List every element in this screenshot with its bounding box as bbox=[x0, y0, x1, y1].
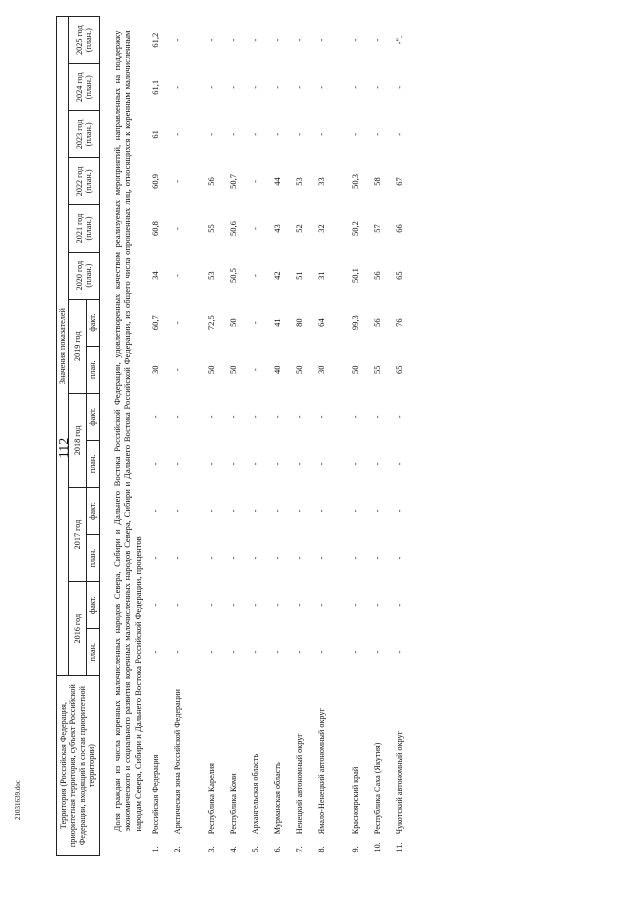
value-cell: - bbox=[150, 556, 161, 560]
value-cell: - bbox=[316, 603, 327, 607]
table-row bbox=[247, 17, 269, 856]
value-cell: - bbox=[350, 415, 361, 419]
value-cell: 67 bbox=[394, 177, 405, 186]
value-cell: - bbox=[294, 132, 305, 136]
fact-subheader: факт. bbox=[87, 299, 99, 346]
fact-subheader: факт. bbox=[87, 487, 99, 534]
value-cell: - bbox=[372, 462, 383, 466]
year-2021-header: 2021 год (план.) bbox=[69, 205, 99, 252]
value-cell: - bbox=[206, 509, 217, 513]
value-cell: - bbox=[272, 415, 283, 419]
value-cell: 57 bbox=[372, 224, 383, 233]
value-cell: - bbox=[250, 227, 261, 230]
value-cell: - bbox=[150, 509, 161, 513]
rotated-page bbox=[56, 16, 612, 856]
value-cell: - bbox=[172, 274, 183, 278]
row-number: 7. bbox=[295, 846, 305, 853]
value-cell: - bbox=[294, 415, 305, 419]
territory-name: Республика Саха (Якутия) bbox=[373, 742, 383, 835]
value-cell: 31 bbox=[316, 271, 327, 280]
value-cell: - bbox=[272, 38, 283, 42]
value-cell: - bbox=[172, 227, 183, 230]
year-2016-header: 2016 год bbox=[69, 582, 87, 676]
value-cell: 50,2 bbox=[350, 221, 361, 236]
value-cell: - bbox=[228, 556, 239, 560]
value-cell: - bbox=[206, 462, 217, 466]
value-cell: - bbox=[272, 509, 283, 513]
value-cell: - bbox=[172, 462, 183, 466]
value-cell: - bbox=[316, 462, 327, 466]
value-cell: - bbox=[172, 603, 183, 607]
row-number: 5. bbox=[251, 846, 261, 853]
territory-name: Ненецкий автономный округ bbox=[295, 733, 305, 835]
value-cell: 80 bbox=[294, 318, 305, 327]
value-cell: 30 bbox=[316, 365, 327, 374]
value-cell: 56 bbox=[372, 318, 383, 327]
year-2025-header: 2025 год (план.) bbox=[69, 17, 99, 64]
value-cell: - bbox=[206, 85, 217, 89]
indicator-row bbox=[110, 17, 147, 856]
row-number: 8. bbox=[317, 846, 327, 853]
value-cell: - bbox=[272, 132, 283, 136]
value-cell: - bbox=[372, 85, 383, 89]
value-cell: - bbox=[172, 38, 183, 42]
document-filename: 21031639.doc bbox=[14, 780, 22, 820]
value-cell: 66 bbox=[394, 224, 405, 233]
value-cell: - bbox=[250, 274, 261, 278]
value-cell: 60,9 bbox=[150, 174, 161, 189]
value-cell: 53 bbox=[294, 177, 305, 186]
value-cell: - bbox=[394, 603, 405, 607]
value-cell: 50 bbox=[206, 365, 217, 374]
value-cell: - bbox=[272, 603, 283, 607]
value-cell: 65 bbox=[394, 365, 405, 374]
value-cell: 61 bbox=[150, 130, 161, 139]
table-row bbox=[225, 17, 247, 856]
row-number: 4. bbox=[229, 846, 239, 853]
table-row bbox=[391, 17, 413, 856]
value-cell: - bbox=[172, 650, 183, 654]
value-cell: - bbox=[150, 603, 161, 607]
territory-name: Чукотский автономный округ bbox=[395, 731, 405, 835]
value-cell: - bbox=[150, 415, 161, 419]
value-cell: - bbox=[206, 132, 217, 136]
value-cell: - bbox=[206, 650, 217, 654]
plan-subheader: план. bbox=[87, 629, 99, 676]
value-cell: - bbox=[316, 650, 327, 654]
year-2019-header: 2019 год bbox=[69, 299, 87, 393]
value-cell: - bbox=[250, 132, 261, 136]
value-cell: - bbox=[372, 415, 383, 419]
value-cell: - bbox=[228, 603, 239, 607]
value-cell: - bbox=[394, 509, 405, 513]
indicator-table bbox=[56, 16, 413, 856]
value-cell: - bbox=[316, 556, 327, 560]
value-cell: 50,6 bbox=[228, 221, 239, 236]
value-cell: 61,1 bbox=[150, 79, 161, 95]
values-group-header: Значения показателей bbox=[57, 17, 69, 676]
fact-subheader: факт. bbox=[87, 393, 99, 440]
value-cell: - bbox=[172, 85, 183, 89]
table-row bbox=[369, 17, 391, 856]
value-cell: - bbox=[206, 38, 217, 42]
value-cell: - bbox=[372, 509, 383, 513]
value-cell: - bbox=[272, 85, 283, 89]
value-cell: 64 bbox=[316, 318, 327, 327]
value-cell: - bbox=[172, 415, 183, 419]
value-cell: - bbox=[250, 415, 261, 419]
territory-name: Красноярский край bbox=[351, 766, 361, 835]
row-number: 9. bbox=[351, 846, 361, 853]
value-cell: -". bbox=[394, 35, 405, 45]
table-row bbox=[203, 17, 225, 856]
value-cell: - bbox=[172, 180, 183, 183]
value-cell: - bbox=[250, 180, 261, 183]
value-cell: - bbox=[228, 132, 239, 136]
territory-name: Арктическая зона Российской Федерации bbox=[173, 689, 183, 835]
value-cell: - bbox=[350, 38, 361, 42]
row-number: 6. bbox=[273, 846, 283, 853]
value-cell: - bbox=[272, 650, 283, 654]
plan-subheader: план. bbox=[87, 535, 99, 582]
value-cell: - bbox=[228, 85, 239, 89]
value-cell: 52 bbox=[294, 224, 305, 233]
value-cell: 51 bbox=[294, 271, 305, 280]
value-cell: - bbox=[294, 85, 305, 89]
territory-name: Российская Федерация bbox=[151, 754, 161, 835]
row-number: 1. bbox=[151, 846, 161, 853]
value-cell: - bbox=[350, 85, 361, 89]
value-cell: - bbox=[228, 38, 239, 42]
value-cell: 55 bbox=[372, 365, 383, 374]
value-cell: - bbox=[250, 368, 261, 372]
value-cell: 33 bbox=[316, 177, 327, 186]
value-cell: - bbox=[294, 38, 305, 42]
value-cell: - bbox=[172, 132, 183, 136]
value-cell: 50 bbox=[350, 365, 361, 374]
territory-name: Республика Карелия bbox=[207, 763, 217, 835]
value-cell: 76 bbox=[394, 318, 405, 327]
value-cell: - bbox=[172, 368, 183, 372]
row-number: 3. bbox=[207, 846, 217, 853]
value-cell: - bbox=[394, 132, 405, 136]
value-cell: - bbox=[228, 509, 239, 513]
value-cell: - bbox=[316, 132, 327, 136]
table-body bbox=[99, 17, 413, 856]
value-cell: - bbox=[172, 321, 183, 325]
value-cell: - bbox=[350, 556, 361, 560]
value-cell: - bbox=[294, 603, 305, 607]
value-cell: - bbox=[350, 462, 361, 466]
table-row bbox=[169, 17, 203, 856]
table-row bbox=[347, 17, 369, 856]
row-number: 10. bbox=[373, 842, 383, 853]
value-cell: 50 bbox=[228, 318, 239, 327]
value-cell: - bbox=[250, 38, 261, 42]
value-cell: 50,5 bbox=[228, 268, 239, 284]
value-cell: - bbox=[294, 556, 305, 560]
value-cell: - bbox=[272, 556, 283, 560]
value-cell: - bbox=[206, 415, 217, 419]
year-2018-header: 2018 год bbox=[69, 393, 87, 487]
value-cell: - bbox=[350, 132, 361, 136]
year-2020-header: 2020 год (план.) bbox=[69, 252, 99, 299]
value-cell: 99,3 bbox=[350, 315, 361, 331]
value-cell: - bbox=[316, 85, 327, 89]
row-number: 11. bbox=[395, 842, 405, 853]
indicator-description: Доля граждан из числа коренных малочисленных народов Севера, Сибири и Дальнего Востока Российской Федерации, удовлетворенных качеством реализуемых мероприятий, направленных на поддержку экономического и социального развития коренных малочисленных народов Севера, Сибири и Дальнего Востока Российской Федерации, из общего числа опрошенных лиц, относящихся к коренным малочисленным народам Севера, Сибири и Дальнего Востока Российской Федерации, процентов bbox=[111, 30, 143, 832]
value-cell: - bbox=[250, 85, 261, 89]
value-cell: - bbox=[394, 650, 405, 654]
value-cell: - bbox=[206, 556, 217, 560]
value-cell: 30 bbox=[150, 365, 161, 374]
value-cell: 60,7 bbox=[150, 315, 161, 331]
value-cell: - bbox=[350, 650, 361, 654]
value-cell: 55 bbox=[206, 224, 217, 233]
territory-header: Территория (Российская Федерация, приоритетная территория, субъект Российской Федерации, входящий в состав приоритетной территории) bbox=[57, 676, 100, 856]
value-cell: - bbox=[372, 132, 383, 136]
value-cell: - bbox=[316, 38, 327, 42]
row-number: 2. bbox=[173, 846, 183, 853]
value-cell: - bbox=[228, 415, 239, 419]
value-cell: - bbox=[394, 415, 405, 419]
value-cell: 44 bbox=[272, 177, 283, 186]
value-cell: - bbox=[250, 650, 261, 654]
value-cell: - bbox=[372, 650, 383, 654]
year-2024-header: 2024 год (план.) bbox=[69, 64, 99, 111]
value-cell: - bbox=[350, 603, 361, 607]
value-cell: 50,7 bbox=[228, 174, 239, 189]
value-cell: 41 bbox=[272, 318, 283, 327]
value-cell: 43 bbox=[272, 224, 283, 233]
value-cell: - bbox=[394, 85, 405, 89]
territory-name: Республика Коми bbox=[229, 773, 239, 835]
value-cell: - bbox=[150, 462, 161, 466]
value-cell: - bbox=[394, 556, 405, 560]
plan-subheader: план. bbox=[87, 346, 99, 393]
value-cell: - bbox=[250, 321, 261, 325]
value-cell: - bbox=[250, 556, 261, 560]
value-cell: - bbox=[316, 415, 327, 419]
territory-name: Архангельская область bbox=[251, 753, 261, 835]
value-cell: - bbox=[372, 38, 383, 42]
value-cell: 50 bbox=[294, 365, 305, 374]
value-cell: 56 bbox=[372, 271, 383, 280]
value-cell: 58 bbox=[372, 177, 383, 186]
table-row bbox=[291, 17, 313, 856]
value-cell: 61,2 bbox=[150, 32, 161, 48]
value-cell: - bbox=[250, 462, 261, 466]
page-number: 112 bbox=[57, 437, 72, 459]
territory-name: Мурманская область bbox=[273, 762, 283, 835]
table-row bbox=[269, 17, 291, 856]
value-cell: - bbox=[172, 509, 183, 513]
value-cell: - bbox=[394, 462, 405, 466]
value-cell: - bbox=[272, 462, 283, 466]
value-cell: - bbox=[150, 650, 161, 654]
value-cell: - bbox=[228, 650, 239, 654]
territory-name: Ямало-Ненецкий автономный округ bbox=[317, 708, 327, 835]
value-cell: 50,1 bbox=[350, 268, 361, 284]
value-cell: - bbox=[316, 509, 327, 513]
value-cell: 34 bbox=[150, 271, 161, 280]
value-cell: 60,8 bbox=[150, 221, 161, 236]
value-cell: - bbox=[372, 603, 383, 607]
value-cell: - bbox=[250, 509, 261, 513]
table-row bbox=[147, 17, 169, 856]
value-cell: - bbox=[350, 509, 361, 513]
value-cell: 50 bbox=[228, 365, 239, 374]
value-cell: 40 bbox=[272, 365, 283, 374]
value-cell: 50,3 bbox=[350, 174, 361, 189]
plan-subheader: план. bbox=[87, 440, 99, 487]
value-cell: - bbox=[250, 603, 261, 607]
value-cell: - bbox=[294, 509, 305, 513]
fact-subheader: факт. bbox=[87, 582, 99, 629]
value-cell: 53 bbox=[206, 271, 217, 280]
value-cell: - bbox=[372, 556, 383, 560]
value-cell: - bbox=[206, 603, 217, 607]
table-row bbox=[313, 17, 347, 856]
value-cell: 65 bbox=[394, 271, 405, 280]
year-2023-header: 2023 год (план.) bbox=[69, 111, 99, 158]
value-cell: 56 bbox=[206, 177, 217, 186]
value-cell: - bbox=[172, 556, 183, 560]
value-cell: - bbox=[294, 462, 305, 466]
value-cell: 72,5 bbox=[206, 315, 217, 331]
value-cell: 32 bbox=[316, 224, 327, 233]
value-cell: - bbox=[294, 650, 305, 654]
value-cell: - bbox=[228, 462, 239, 466]
value-cell: 42 bbox=[272, 271, 283, 280]
year-2022-header: 2022 год (план.) bbox=[69, 158, 99, 205]
year-2017-header: 2017 год bbox=[69, 487, 87, 581]
